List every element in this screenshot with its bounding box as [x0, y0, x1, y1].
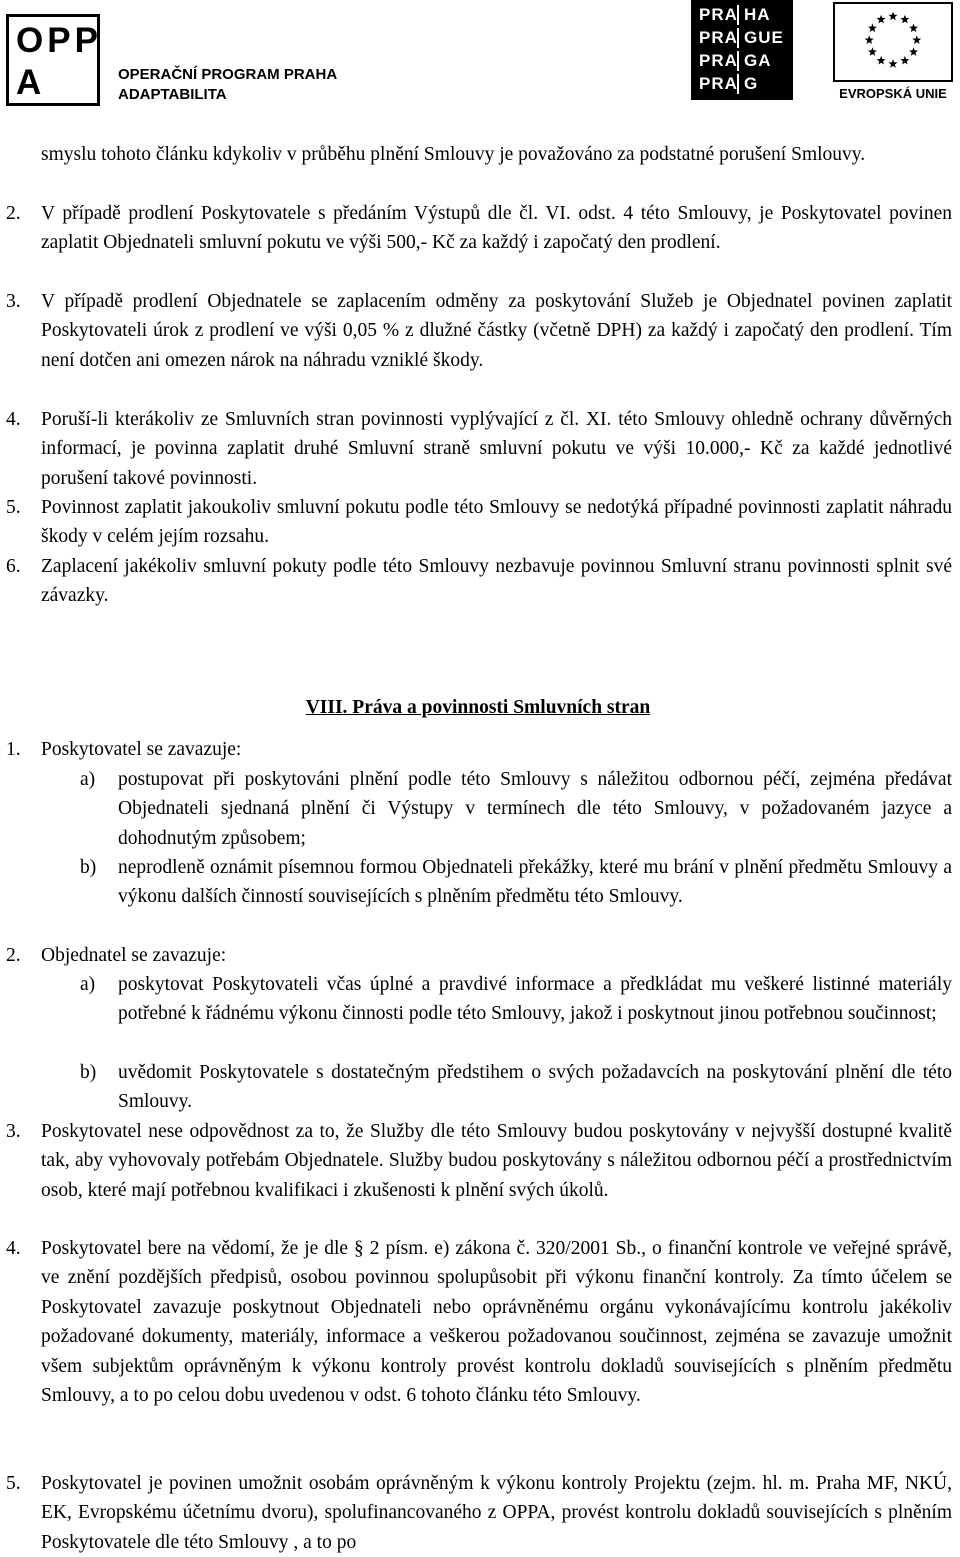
paragraph: V případě prodlení Objednatele se zaplacením odměny za poskytování Služeb je Objednatel povinen zaplatit Poskytovateli úrok z prodlení ve výši 0,05 % z dlužné částky (včetně DPH) za každý i započatý den prodlení. Tím není dotčen ani omezen nárok na náhradu vzniklé škody. — [41, 291, 952, 371]
praha-logo-cell: GUE — [744, 28, 784, 47]
paragraph: Objednatel se zavazuje: — [41, 945, 227, 966]
eu-flag-icon — [833, 2, 953, 82]
eu-logo — [830, 2, 956, 102]
praha-logo-cell: PRA — [699, 28, 738, 47]
opp-logo-a: A — [16, 63, 42, 102]
item-number: 5. — [6, 497, 21, 518]
paragraph: Poskytovatel nese odpovědnost za to, že Služby dle této Smlouvy budou poskytovány v nejvyšší dostupné kvalitě tak, aby vyhovovaly potřebám Objednatele. Služby budou poskytovány s náležitou odbornou péčí a prostřednictvím osob, které mají potřebnou kvalifikaci i zkušenosti k plnění svých úkolů. — [41, 1121, 952, 1201]
eu-star-icon — [888, 12, 897, 21]
subitem-letter: a) — [80, 974, 96, 995]
paragraph: Zaplacení jakékoliv smluvní pokuty podle této Smlouvy nezbavuje povinnou Smluvní stranu povinnosti splnit své závazky. — [41, 556, 952, 607]
praha-logo-cell: HA — [744, 5, 771, 24]
praha-logo-cell: G — [744, 74, 759, 93]
paragraph: V případě prodlení Poskytovatele s předáním Výstupů dle čl. VI. odst. 4 této Smlouvy, je Poskytovatel povinen zaplatit Objednateli smluvní pokutu ve výši 500,- Kč za každý i započatý den prodlení. — [41, 203, 952, 254]
eu-star-icon — [868, 47, 877, 56]
eu-star-icon — [909, 47, 918, 56]
praha-logo-cell: PRA — [699, 5, 738, 24]
paragraph: Poskytovatel se zavazuje: — [41, 739, 242, 760]
paragraph: Poskytovatel bere na vědomí, že je dle § 2 písm. e) zákona č. 320/2001 Sb., o finanční kontrole ve veřejné správě, ve znění pozdějších předpisů, osobou povinnou spolupůsobit při výkonu finanční kontroly. Za tímto účelem se Poskytovatel zavazuje poskytnout Objednateli nebo oprávněnému orgánu vykonávajícímu kontrolu jakékoliv požadované dokumenty, materiály, informace a veškerou požadovanou součinnost, zejména se zavazuje umožnit všem subjektům oprávněným k výkonu kontroly provést kontrolu dokladů souvisejících s plněním předmětu Smlouvy, a to po celou dobu uvedenou v odst. 6 tohoto článku této Smlouvy. — [41, 1238, 952, 1407]
item-number: 2. — [6, 203, 21, 224]
item-number: 5. — [6, 1473, 21, 1494]
item-number: 1. — [6, 739, 21, 760]
opp-logo — [6, 14, 366, 106]
eu-star-icon — [877, 56, 886, 65]
opp-logo-letters: OPP — [16, 21, 102, 60]
subitem-text: neprodleně oznámit písemnou formou Objednateli překážky, které mu brání v plnění předmětu Smlouvy a výkonu dalších činností souvisejících s plněním předmětu této Smlouvy. — [118, 857, 952, 908]
paragraph: smyslu tohoto článku kdykoliv v průběhu plnění Smlouvy je považováno za podstatné porušení Smlouvy. — [41, 144, 866, 165]
subitem-text: postupovat při poskytováni plnění podle této Smlouvy s náležitou odbornou péčí, zejména předávat Objednateli sjednaná plnění či Výstupy v termínech dle této Smlouvy, v požadovaném jazyce a dohodnutým způsobem; — [118, 769, 952, 849]
section-heading: VIII. Práva a povinnosti Smluvních stran — [305, 697, 651, 718]
paragraph: Poruší-li kterákoliv ze Smluvních stran povinnosti vyplývající z čl. XI. této Smlouvy ohledně ochrany důvěrných informací, je povinna zaplatit druhé Smluvní straně smluvní pokutu ve výši 10.000,- Kč za každé jednotlivé porušení takové povinnosti. — [41, 409, 952, 489]
eu-star-icon — [900, 15, 909, 24]
subitem-letter: a) — [80, 769, 96, 790]
praha-logo-cell: GA — [744, 51, 772, 70]
eu-caption: EVROPSKÁ UNIE — [839, 86, 947, 101]
eu-star-icon — [900, 56, 909, 65]
subitem-letter: b) — [80, 857, 97, 878]
praha-logo — [691, 0, 793, 100]
item-number: 2. — [6, 945, 21, 966]
praha-logo-cell: PRA — [699, 51, 738, 70]
praha-logo-text — [699, 5, 787, 94]
opp-program-subname: ADAPTABILITA — [118, 86, 227, 103]
subitem-letter: b) — [80, 1062, 97, 1083]
eu-star-icon — [877, 15, 886, 24]
paragraph: Povinnost zaplatit jakoukoliv smluvní pokutu podle této Smlouvy se nedotýká případné povinnosti zaplatit náhradu škody v celém jejím rozsahu. — [41, 497, 952, 548]
opp-program-name: OPERAČNÍ PROGRAM PRAHA — [118, 66, 338, 83]
eu-star-icon — [865, 35, 874, 44]
paragraph: Poskytovatel je povinen umožnit osobám oprávněným k výkonu kontroly Projektu (zejm. hl. m. Praha MF, NKÚ, EK, Evropskému účetnímu dvoru), spolufinancovaného z OPPA, provést kontrolu dokladů souvisejících s plněním Poskytovatele dle této Smlouvy , a to po — [41, 1473, 952, 1553]
eu-star-icon — [888, 59, 897, 68]
eu-star-icon — [868, 23, 877, 32]
eu-star-icon — [912, 35, 921, 44]
item-number: 4. — [6, 409, 21, 430]
item-number: 6. — [6, 556, 21, 577]
subitem-text: poskytovat Poskytovateli včas úplné a pravdivé informace a předkládat mu veškeré listinné materiály potřebné k řádnému výkonu činnosti podle této Smlouvy, jakož i poskytnout jinou potřebnou součinnost; — [118, 974, 952, 1025]
subitem-text: uvědomit Poskytovatele s dostatečným předstihem o svých požadavcích na poskytování plnění dle této Smlouvy. — [118, 1062, 952, 1113]
eu-star-icon — [909, 23, 918, 32]
opp-logo-box — [6, 14, 100, 106]
item-number: 4. — [6, 1238, 21, 1259]
item-number: 3. — [6, 1121, 21, 1142]
praha-logo-cell: PRA — [699, 74, 738, 93]
item-number: 3. — [6, 291, 21, 312]
